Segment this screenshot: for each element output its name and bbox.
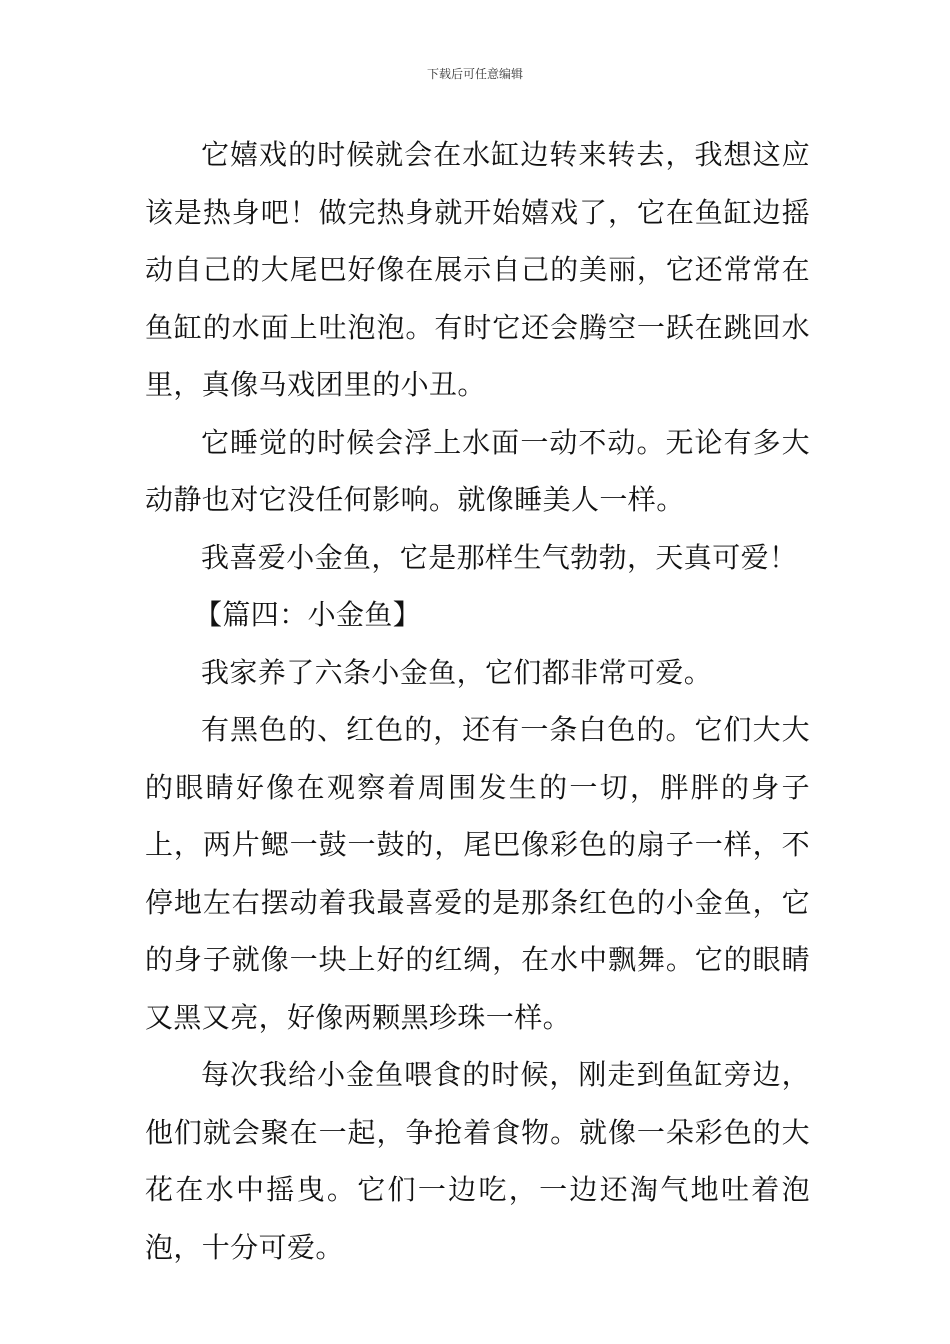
paragraph-6: 每次我给小金鱼喂食的时候，刚走到鱼缸旁边，他们就会聚在一起，争抢着食物。就像一朵彩色的大花在水中摇曳。它们一边吃，一边还淘气地吐着泡泡，十分可爱。 <box>145 1058 810 1264</box>
paragraph-1: 它嬉戏的时候就会在水缸边转来转去，我想这应该是热身吧！做完热身就开始嬉戏了，它在鱼缸边摇动自己的大尾巴好像在展示自己的美丽，它还常常在鱼缸的水面上吐泡泡。有时它还会腾空一跃在跳回水里，真像马戏团里的小丑。 <box>145 138 810 401</box>
paragraph-4: 我家养了六条小金鱼，它们都非常可爱。 <box>201 655 713 689</box>
paragraph-3: 我喜爱小金鱼，它是那样生气勃勃，天真可爱！ <box>201 540 798 574</box>
section-heading: 【篇四：小金鱼】 <box>194 598 422 631</box>
paragraph-5: 有黑色的、红色的，还有一条白色的。它们大大的眼睛好像在观察着周围发生的一切，胖胖的身子上，两片鳃一鼓一鼓的，尾巴像彩色的扇子一样，不停地左右摆动着我最喜爱的是那条红色的小金鱼，它的身子就像一块上好的红绸，在水中飘舞。它的眼睛又黑又亮，好像两颗黑珍珠一样。 <box>145 713 810 1034</box>
page-header: 下载后可任意编辑 <box>426 67 523 81</box>
paragraph-2: 它睡觉的时候会浮上水面一动不动。无论有多大动静也对它没任何影响。就像睡美人一样。 <box>145 425 810 516</box>
document-body <box>145 126 810 1276</box>
